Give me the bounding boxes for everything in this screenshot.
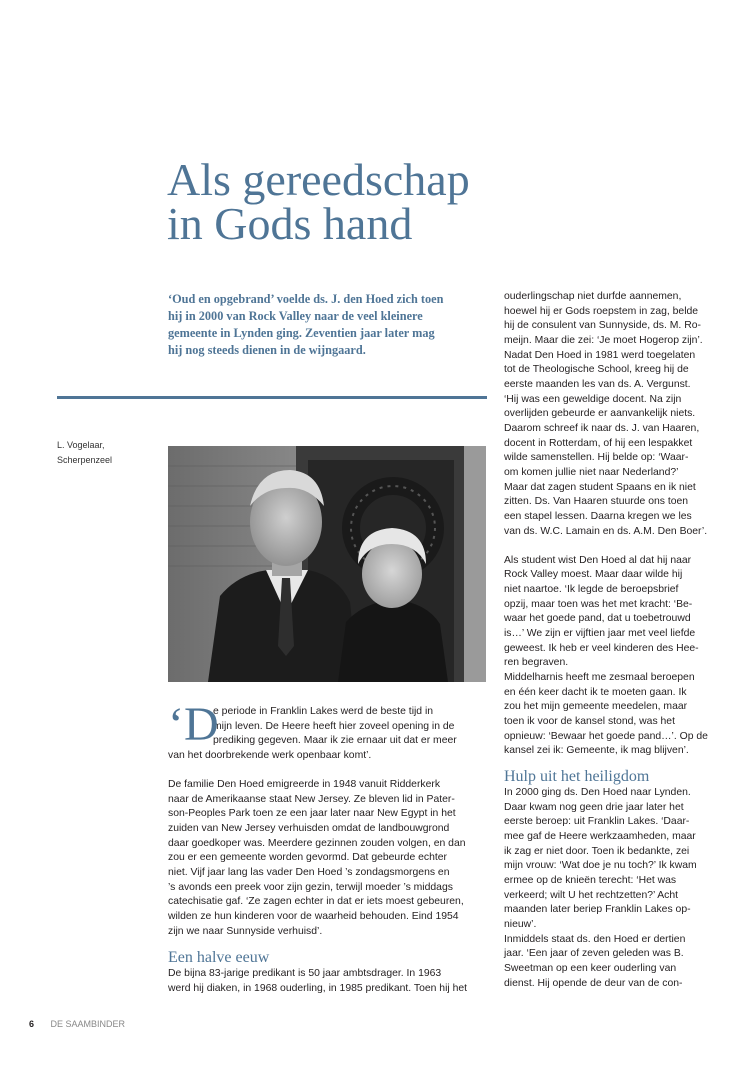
body-line: daar goedkoper was. Meerdere gezinnen zouden volgen, en dan <box>168 837 466 849</box>
intro-line: ‘Oud en opgebrand’ voelde ds. J. den Hoed zich toen <box>168 292 444 306</box>
body-line: ermee op de knieën terecht: ‘Het was <box>504 874 677 886</box>
section-divider <box>57 396 487 399</box>
dropcap: ‘D <box>168 698 219 751</box>
quote-line: mijn leven. De Heere heeft hier zoveel opening in de <box>213 720 455 732</box>
body-line: nieuw’. <box>504 918 537 930</box>
body-line: docent in Rotterdam, of hij een lespakket <box>504 437 693 449</box>
body-line: catechisatie gaf. ‘Ze zagen echter in dat er iets moest gebeuren, <box>168 896 464 908</box>
body-line: ‘Hij was een geweldige docent. Na zijn <box>504 393 682 405</box>
photo-image <box>168 446 486 682</box>
article-intro <box>168 291 484 359</box>
body-line: Inmiddels staat ds. den Hoed er dertien <box>504 933 686 945</box>
body-line: overlijden gebeurde er aanvankelijk niets. <box>504 408 696 420</box>
body-line: In 2000 ging ds. Den Hoed naar Lynden. <box>504 786 691 798</box>
body-line: Rock Valley moest. Maar daar wilde hij <box>504 569 683 581</box>
body-line: Middelharnis heeft me zesmaal beroepen <box>504 672 695 684</box>
body-line: een stapel lessen. Daarna kregen we les <box>504 510 692 522</box>
body-line: dienst. Hij opende de deur van de con- <box>504 977 683 989</box>
body-line: is…’ We zijn er vijftien jaar met veel liefde <box>504 628 696 640</box>
body-line: kansel zei ik: Gemeente, ik mag blijven’. <box>504 745 689 757</box>
body-line: niet. Vijf jaar lang las vader Den Hoed ’s zondagsmorgens en <box>168 866 450 878</box>
body-line: ouderlingschap niet durfde aannemen, <box>504 291 682 302</box>
body-line: jaar. ‘Een jaar of zeven geleden was B. <box>504 948 684 960</box>
body-line: meijn. Maar die zei: ‘Je moet Hogerop zijn’. <box>504 334 703 346</box>
body-line: waar het goede pand, dat u toebetrouwd <box>504 613 691 625</box>
right-column <box>504 290 710 991</box>
body-line: wilde samenstellen. Hij belde op: ‘Waar- <box>504 452 689 464</box>
magazine-name: DE SAAMBINDER <box>50 1019 126 1029</box>
body-line: zitten. Ds. Van Haaren stuurde ons toen <box>504 496 689 508</box>
article-title <box>167 154 527 249</box>
body-line: son-Peoples Park toen ze een jaar later naar New Egypt in het <box>168 808 456 820</box>
body-line: maanden later beriep Franklin Lakes op- <box>504 904 691 916</box>
body-line: niet naartoe. ‘Ik legde de beroepsbrief <box>504 584 679 596</box>
body-line: Als student wist Den Hoed al dat hij naar <box>504 554 692 566</box>
body-line: van ds. W.C. Lamain en ds. A.M. Den Boer’. <box>504 525 708 537</box>
quote-line: van het doorbrekende werk openbaar komt’. <box>168 749 372 761</box>
body-line: opnieuw: ‘Bewaar het goede pand…’. Op de <box>504 730 708 742</box>
body-line: en één keer dacht ik te moeten gaan. Ik <box>504 686 687 698</box>
body-line: werd hij diaken, in 1968 ouderling, in 1985 predikant. Toen hij het <box>168 982 468 994</box>
body-line: ik zag er niet door. Toen ik bedankte, zei <box>504 845 690 857</box>
body-line: mee gaf de Heere werkzaamheden, maar <box>504 830 696 842</box>
intro-line: hij in 2000 van Rock Valley naar de veel kleinere <box>168 309 423 323</box>
quote-line: e periode in Franklin Lakes werd de beste tijd in <box>213 706 434 717</box>
body-line: verkeerd; wilt U het rechtzetten?’ Acht <box>504 889 679 901</box>
title-line: Als gereedschap <box>167 154 470 205</box>
body-line: eerste beroep: uit Franklin Lakes. ‘Daar- <box>504 816 690 828</box>
body-line: om komen jullie niet naar Nederland?’ <box>504 466 679 478</box>
body-line: zou het mijn gemeente meedelen, maar <box>504 701 688 713</box>
body-line: hoewel hij er Gods roepstem in zag, belde <box>504 305 699 317</box>
body-line: De familie Den Hoed emigreerde in 1948 vanuit Ridderkerk <box>168 779 441 790</box>
body-line: Daar kwam nog geen drie jaar later het <box>504 801 684 813</box>
author-byline <box>57 438 157 468</box>
body-line: Nadat Den Hoed in 1981 werd toegelaten <box>504 349 696 361</box>
body-line: eerste maanden les van ds. A. Vergunst. <box>504 378 691 390</box>
intro-line: gemeente in Lynden ging. Zeventien jaar later mag <box>168 326 435 340</box>
body-line: zou er een gemeente worden gevormd. Dat gebeurde echter <box>168 852 447 864</box>
body-line: Daarom schreef ik naar ds. J. van Haaren, <box>504 422 700 434</box>
body-line: toen ik voor de kansel stond, was het <box>504 716 675 728</box>
page-footer <box>29 1019 125 1029</box>
body-line: zijn we naar Sunnyside verhuisd’. <box>168 925 323 937</box>
body-line: tot de Theologische School, kreeg hij de <box>504 364 689 376</box>
title-line: in Gods hand <box>167 198 413 249</box>
author-name: L. Vogelaar, <box>57 440 105 450</box>
quote-line: prediking gegeven. Maar ik zie ernaar uit dat er meer <box>213 735 457 747</box>
paragraph-gap <box>504 539 710 554</box>
page-number: 6 <box>29 1019 35 1029</box>
author-location: Scherpenzeel <box>57 455 113 465</box>
body-line: zuiden van New Jersey verhuisden omdat de landbouwgrond <box>168 822 450 834</box>
body-line: Maar dat zagen student Spaans en ik niet <box>504 481 696 493</box>
body-line: geweest. Ik heb er veel kinderen des Hee- <box>504 642 699 654</box>
body-line: mijn vrouw: ‘Wat doe je nu toch?’ Ik kwam <box>504 860 697 872</box>
body-line: wilden ze hun kinderen voor de waarheid behouden. Eind 1954 <box>168 910 459 922</box>
intro-line: hij nog steeds dienen in de wijngaard. <box>168 343 366 357</box>
body-line: ren begraven. <box>504 657 569 669</box>
section-heading: Hulp uit het heiligdom <box>504 767 650 785</box>
pull-quote <box>168 698 486 764</box>
body-line: opzij, maar toen was het met kracht: ‘Be- <box>504 598 693 610</box>
body-line: Sweetman op een keer ouderling van <box>504 962 677 974</box>
body-line: De bijna 83-jarige predikant is 50 jaar ambtsdrager. In 1963 <box>168 968 442 980</box>
left-column <box>168 778 486 997</box>
body-line: hij de consulent van Sunnyside, ds. M. Ro- <box>504 320 701 332</box>
body-line: naar de Amerikaanse staat New Jersey. Ze bleven lid in Pater- <box>168 793 455 805</box>
section-heading: Een halve eeuw <box>168 949 270 967</box>
couple-photo <box>168 446 486 682</box>
body-line: ’s avonds een preek voor zijn gezin, terwijl moeder ’s middags <box>168 881 453 893</box>
